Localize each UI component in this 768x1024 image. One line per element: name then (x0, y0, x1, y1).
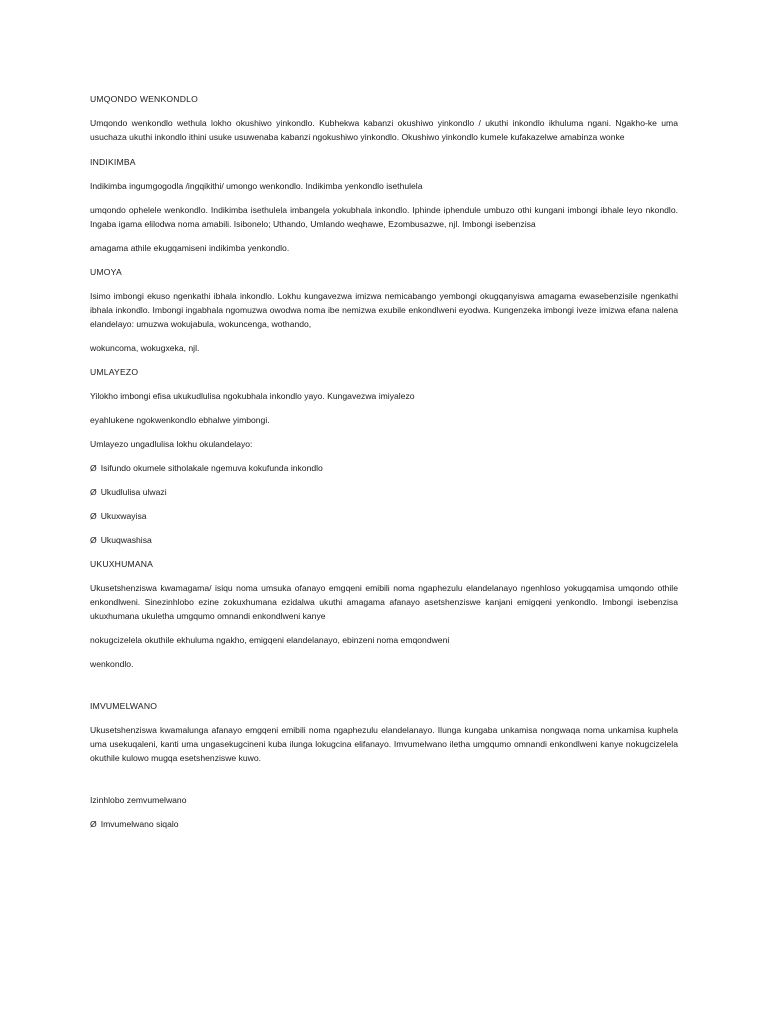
paragraph-umoya-2: wokuncoma, wokugxeka, njl. (90, 343, 200, 353)
heading-umqondo-wenkondlo: UMQONDO WENKONDLO (90, 94, 198, 104)
paragraph-ukuxhumana-3: wenkondlo. (90, 659, 134, 669)
paragraph-umlayezo-1: Yilokho imbongi efisa ukukudlulisa ngokubhala inkondlo yayo. Kungavezwa imiyalezo (90, 391, 415, 401)
heading-umlayezo: UMLAYEZO (90, 367, 139, 377)
heading-indikimba: INDIKIMBA (90, 157, 136, 167)
heading-umoya: UMOYA (90, 267, 122, 277)
paragraph-indikimba-1: Indikimba ingumgogodla /ingqikithi/ umongo wenkondlo. Indikimba yenkondlo isethulela (90, 181, 423, 191)
paragraph-imvumelwano-1: Ukusetshenziswa kwamalunga afanayo emgqeni emibili noma ngaphezulu elandelanayo. Ilunga kungaba unkamisa nongwaqa noma unkamisa kuphela uma usekuqaleni, kanti uma ungasekugcineni kuba ilunga lokugcina elifanayo. Imvumelwano iletha umgqumo omnandi enkondlweni kanye nokugcizelela okuthile kulowo mugqa esetshenziswe kuwo. (90, 725, 678, 763)
paragraph-umlayezo-2: eyahlukene ngokwenkondlo ebhalwe yimbongi. (90, 415, 270, 425)
bullet-item: Ø Isifundo okumele sitholakale ngemuva kokufunda inkondlo (90, 461, 678, 475)
heading-ukuxhumana: UKUXHUMANA (90, 559, 154, 569)
paragraph-umqondo: Umqondo wenkondlo wethula lokho okushiwo yinkondlo. Kubhekwa kabanzi okushiwo yinkondlo / ukuthi inkondlo ikhuluma ngani. Ngakho-ke uma usuchaza ukuthi inkondlo ithini usuke usuwenaba kabanzi ngokushiwo yinkondlo. Okushiwo yinkondlo kumele kufakazelwe amabinza wonke (90, 118, 678, 142)
bullet-item: Ø Ukuxwayisa (90, 509, 678, 523)
document-body (90, 92, 678, 831)
bullet-item: Ø Imvumelwano siqalo (90, 817, 678, 831)
paragraph-indikimba-3: amagama athile ekugqamiseni indikimba yenkondlo. (90, 243, 290, 253)
paragraph-ukuxhumana-1: Ukusetshenziswa kwamagama/ isiqu noma umsuka ofanayo emgqeni emibili noma ngaphezulu elandelanayo ngenhloso yokugqamisa umqondo othile enkondlweni. Sinezinhlobo ezine zokuxhumana ezidalwa ukuthi amagama afanayo asetshenziswe kanjani emigqeni yenkondlo. Imbongi isebenzisa ukuxhumana ukuletha umgqumo omnandi enkondlweni kanye (90, 583, 678, 621)
bullet-item: Ø Ukudlulisa ulwazi (90, 485, 678, 499)
paragraph-ukuxhumana-2: nokugcizelela okuthile ekhuluma ngakho, emigqeni elandelanayo, ebinzeni noma emqondweni (90, 635, 450, 645)
paragraph-indikimba-2: umqondo ophelele wenkondlo. Indikimba isethulela imbangela yokubhala inkondlo. Iphinde iphendule umbuzo othi kungani imbongi ibhale leyo nkondlo. Ingaba igama elilodwa noma amabili. Isibonelo; Uthando, Umlando weqhawe, Ezombusazwe, njl. Imbongi isebenzisa (90, 205, 678, 229)
paragraph-umoya-1: Isimo imbongi ekuso ngenkathi ibhala inkondlo. Lokhu kungavezwa imizwa nemicabango yembongi okugqanyiswa amagama ewasebenzisile ngenkathi ibhala inkondlo. Imbongi ingabhala ngomuzwa owodwa noma ibe nemizwa exubile enkondlweni eyodwa. Kungenzeka imbongi iveze imizwa efana nalena elandelayo: umuzwa wokujabula, wokuncenga, wothando, (90, 291, 678, 329)
paragraph-umlayezo-3: Umlayezo ungadlulisa lokhu okulandelayo: (90, 439, 253, 449)
heading-imvumelwano: IMVUMELWANO (90, 701, 158, 711)
bullet-item: Ø Ukuqwashisa (90, 533, 678, 547)
paragraph-imvumelwano-2: Izinhlobo zemvumelwano (90, 795, 187, 805)
